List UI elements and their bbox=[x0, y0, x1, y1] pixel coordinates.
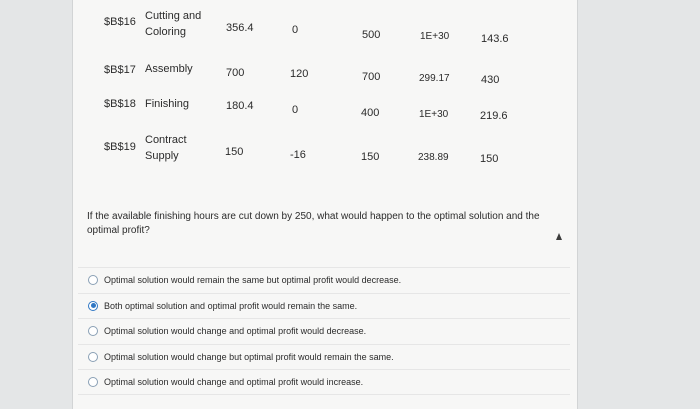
constraint-name bbox=[145, 132, 187, 164]
allowable-increase: 238.89 bbox=[418, 152, 449, 163]
shadow-price: 120 bbox=[290, 68, 309, 80]
constraint-name-line: Assembly bbox=[145, 63, 193, 75]
answer-option[interactable] bbox=[78, 369, 570, 395]
constraint-name-line: Contract bbox=[145, 134, 187, 146]
answer-option-label: Optimal solution would remain the same but optimal profit would decrease. bbox=[104, 275, 402, 286]
answer-option-label: Optimal solution would change and optimal profit would increase. bbox=[104, 376, 364, 387]
cell-ref: $B$19 bbox=[104, 141, 136, 153]
radio-button-icon[interactable] bbox=[88, 352, 98, 362]
answer-option[interactable] bbox=[78, 344, 570, 370]
shadow-price: 0 bbox=[292, 104, 299, 116]
constraint-rhs: 700 bbox=[362, 71, 381, 83]
radio-button-icon[interactable] bbox=[88, 275, 98, 285]
allowable-increase: 1E+30 bbox=[419, 109, 449, 120]
answer-options bbox=[78, 267, 570, 395]
constraint-name bbox=[145, 61, 193, 77]
cell-ref: $B$18 bbox=[104, 98, 136, 110]
shadow-price: 0 bbox=[292, 24, 299, 36]
allowable-decrease: 150 bbox=[480, 153, 499, 165]
answer-option[interactable] bbox=[78, 318, 570, 344]
allowable-decrease: 143.6 bbox=[481, 33, 509, 45]
answer-option[interactable] bbox=[78, 267, 570, 293]
constraint-name-line: Cutting and bbox=[145, 10, 202, 22]
constraint-rhs: 150 bbox=[361, 151, 380, 163]
radio-button-icon[interactable] bbox=[88, 377, 98, 387]
allowable-increase: 299.17 bbox=[419, 73, 450, 84]
constraint-name bbox=[145, 8, 201, 40]
constraint-rhs: 400 bbox=[361, 107, 380, 119]
final-value: 180.4 bbox=[226, 100, 254, 112]
question-text: If the available finishing hours are cut down by 250, what would happen to the optimal solution and the optimal profit? bbox=[87, 211, 540, 236]
constraint-name bbox=[145, 96, 189, 112]
constraint-name-line: Finishing bbox=[145, 98, 190, 110]
allowable-increase: 1E+30 bbox=[420, 31, 450, 42]
answer-option-label: Optimal solution would change but optimal profit would remain the same. bbox=[104, 351, 394, 362]
mouse-cursor-icon bbox=[556, 233, 562, 240]
radio-button-selected-icon[interactable] bbox=[88, 301, 98, 311]
cell-ref: $B$17 bbox=[104, 64, 136, 76]
final-value: 700 bbox=[226, 67, 245, 79]
cell-ref: $B$16 bbox=[104, 16, 136, 28]
radio-button-icon[interactable] bbox=[88, 326, 98, 336]
answer-option[interactable] bbox=[78, 293, 570, 319]
final-value: 356.4 bbox=[226, 22, 254, 34]
final-value: 150 bbox=[225, 146, 244, 158]
constraint-rhs: 500 bbox=[362, 29, 381, 41]
allowable-decrease: 430 bbox=[481, 74, 500, 86]
answer-option-label: Both optimal solution and optimal profit would remain the same. bbox=[104, 300, 358, 311]
constraint-name-line: Supply bbox=[145, 150, 179, 162]
shadow-price: -16 bbox=[290, 149, 306, 161]
constraint-name-line: Coloring bbox=[145, 26, 186, 38]
answer-option-label: Optimal solution would change and optimal profit would decrease. bbox=[104, 326, 367, 337]
allowable-decrease: 219.6 bbox=[480, 110, 508, 122]
